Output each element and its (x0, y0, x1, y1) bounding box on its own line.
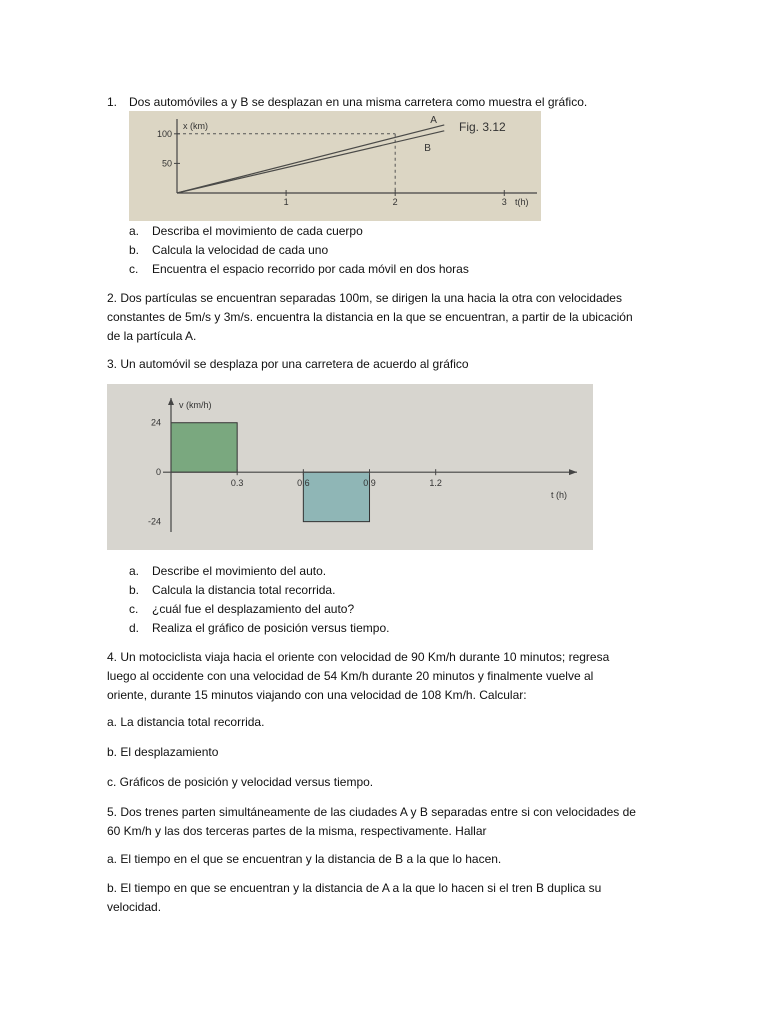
chart1-series-label-A: A (430, 114, 437, 126)
chart2-segment-1 (171, 423, 237, 472)
q4-line-2: luego al occidente con una velocidad de 54 Km/h durante 20 minutos y finalmente vuelve al (107, 669, 594, 683)
q1-item-c: Encuentra el espacio recorrido por cada móvil en dos horas (152, 262, 469, 276)
chart2-x-label: t (h) (551, 490, 568, 501)
q2-line-2: constantes de 5m/s y 3m/s. encuentra la distancia en la que se encuentran, a partir de la ubicación (107, 310, 633, 324)
q1-item-a: Describa el movimiento de cada cuerpo (152, 224, 363, 238)
q5-line-1: 5. Dos trenes parten simultáneamente de las ciudades A y B separadas entre si con velocidades de (107, 805, 636, 819)
velocity-figure (107, 384, 593, 550)
q3-text: 3. Un automóvil se desplaza por una carretera de acuerdo al gráfico (107, 357, 469, 371)
q3-item-c: ¿cuál fue el desplazamiento del auto? (152, 602, 355, 616)
chart1-y-tick-label: 50 (161, 158, 172, 169)
chart1-y-label: x (km) (183, 121, 208, 131)
chart1-title: Fig. 3.12 (459, 120, 506, 134)
q5-item-b-line-1: b. El tiempo en que se encuentran y la distancia de A a la que lo hacen si el tren B duplica su (107, 881, 602, 895)
q3-item-c-marker: c. (129, 602, 139, 616)
q5-item-a: a. El tiempo en el que se encuentran y la distancia de B a la que lo hacen. (107, 852, 502, 866)
chart2-y-tick-label: -24 (147, 516, 161, 527)
q3-item-b: Calcula la distancia total recorrida. (152, 583, 336, 597)
chart1-x-tick-label: 1 (283, 197, 289, 207)
q4-item-b: b. El desplazamiento (107, 745, 219, 759)
q4-item-a: a. La distancia total recorrida. (107, 715, 265, 729)
q1-item-b: Calcula la velocidad de cada uno (152, 243, 329, 257)
chart1-x-tick-label: 2 (392, 197, 398, 207)
q5-item-b-line-2: velocidad. (107, 900, 162, 914)
chart2-y-label: v (km/h) (179, 400, 212, 410)
chart2-segment-2 (303, 472, 369, 521)
figure-3-12 (129, 111, 541, 221)
chart2-x-tick-label: 0.9 (363, 478, 376, 489)
q3-item-d: Realiza el gráfico de posición versus tiempo. (152, 621, 390, 635)
q3-item-a-marker: a. (129, 564, 140, 578)
q3-item-a: Describe el movimiento del auto. (152, 564, 327, 578)
q2-line-1: 2. Dos partículas se encuentran separadas 100m, se dirigen la una hacia la otra con velocidades (107, 291, 622, 305)
chart2-x-tick-label: 0.6 (297, 478, 310, 489)
q1-text: Dos automóviles a y B se desplazan en una misma carretera como muestra el gráfico. (129, 95, 588, 109)
chart2-y-tick-label: 0 (155, 467, 161, 478)
chart1-x-tick-label: 3 (501, 197, 507, 207)
q3-item-d-marker: d. (129, 621, 140, 635)
q1-number: 1. (107, 95, 118, 109)
chart1-x-label: t(h) (515, 197, 529, 207)
chart2-x-tick-label: 1.2 (429, 478, 442, 489)
chart1-series-label-B: B (424, 142, 431, 154)
q5-line-2: 60 Km/h y las dos terceras partes de la misma, respectivamente. Hallar (107, 824, 487, 838)
velocity-time-chart (107, 384, 593, 550)
chart2-y-tick-label: 24 (150, 417, 161, 428)
q1-item-c-marker: c. (129, 262, 139, 276)
chart2-x-tick-label: 0.3 (230, 478, 244, 489)
chart1-y-tick-label: 100 (156, 128, 172, 139)
q4-line-3: oriente, durante 15 minutos viajando con una velocidad de 108 Km/h. Calcular: (107, 688, 527, 702)
q1-item-a-marker: a. (129, 224, 140, 238)
q3-item-b-marker: b. (129, 583, 140, 597)
q4-item-c: c. Gráficos de posición y velocidad versus tiempo. (107, 775, 374, 789)
position-time-chart (129, 111, 541, 221)
q1-item-b-marker: b. (129, 243, 140, 257)
q4-line-1: 4. Un motociclista viaja hacia el oriente con velocidad de 90 Km/h durante 10 minutos; regresa (107, 650, 610, 664)
q2-line-3: de la partícula A. (107, 329, 197, 343)
